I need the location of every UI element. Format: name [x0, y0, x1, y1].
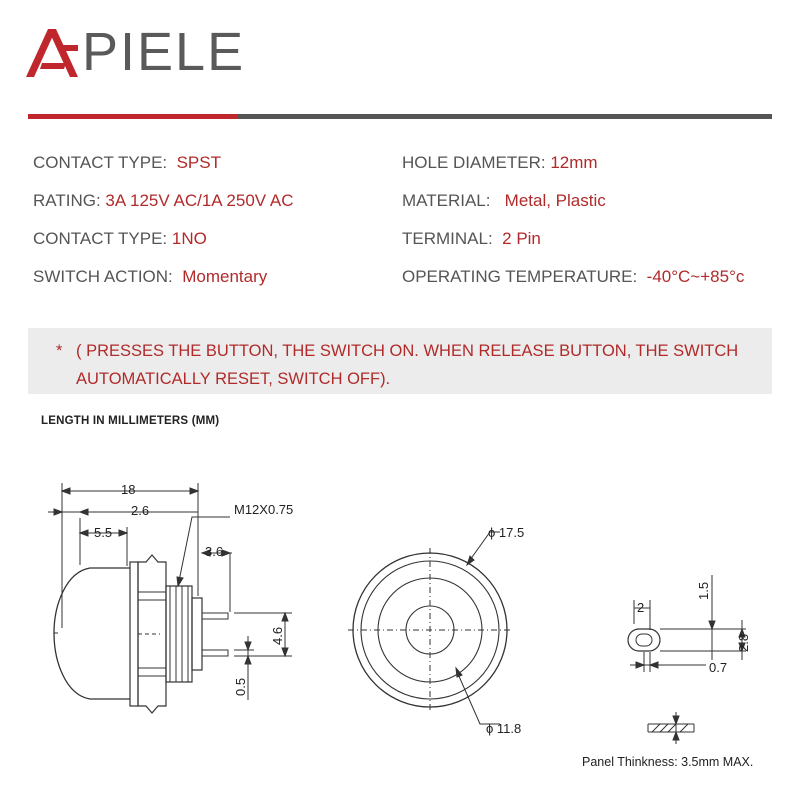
- note-text-line2: AUTOMATICALLY RESET, SWITCH OFF).: [76, 370, 391, 388]
- note-star: *: [56, 342, 63, 360]
- dim-2-6: 2.6: [131, 503, 150, 518]
- spec-key: HOLE DIAMETER:: [402, 153, 546, 172]
- spec-value: Metal, Plastic: [504, 191, 606, 210]
- dim-2-8: 2.8: [736, 633, 751, 652]
- panel-thickness-label: Panel Thinkness: 3.5mm MAX.: [582, 755, 754, 769]
- dim-1-5: 1.5: [696, 581, 711, 600]
- dim-0-5: 0.5: [233, 677, 248, 696]
- spec-value: 3A 125V AC/1A 250V AC: [105, 191, 294, 210]
- dim-17-5: ϕ 17.5: [488, 525, 525, 540]
- dimension-labels: [94, 482, 753, 769]
- spec-key: OPERATING TEMPERATURE:: [402, 267, 638, 286]
- dim-4-6: 4.6: [270, 626, 285, 645]
- spec-key: TERMINAL:: [402, 229, 493, 248]
- units-label: LENGTH IN MILLIMETERS (MM): [41, 415, 220, 427]
- dim-thread: M12X0.75: [234, 502, 294, 517]
- spec-key: SWITCH ACTION:: [33, 267, 173, 286]
- brand-name: PIELE: [82, 22, 246, 82]
- dim-11-8: ϕ 11.8: [486, 721, 522, 736]
- dim-2: 2: [637, 600, 645, 615]
- spec-value: 12mm: [550, 153, 598, 172]
- spec-value: Momentary: [182, 267, 268, 286]
- switch-side-view: [48, 483, 292, 713]
- spec-key: CONTACT TYPE:: [33, 229, 168, 248]
- dim-3-6: 3.6: [205, 544, 224, 559]
- spec-value: 2 Pin: [502, 229, 541, 248]
- dim-18: 18: [121, 482, 136, 497]
- terminal-detail: [628, 575, 746, 672]
- spec-value: SPST: [176, 153, 221, 172]
- note-text-line1: ( PRESSES THE BUTTON, THE SWITCH ON. WHEN RELEASE BUTTON, THE SWITCH: [76, 342, 739, 360]
- dim-5-5: 5.5: [94, 525, 113, 540]
- switch-front-view: [348, 532, 512, 724]
- spec-value: 1NO: [171, 229, 207, 248]
- spec-key: CONTACT TYPE:: [33, 153, 168, 172]
- dim-0-7: 0.7: [709, 660, 728, 675]
- spec-value: -40°C~+85°c: [646, 267, 745, 286]
- spec-key: RATING:: [33, 191, 101, 210]
- spec-key: MATERIAL:: [402, 191, 491, 210]
- panel-diagram: [648, 712, 694, 744]
